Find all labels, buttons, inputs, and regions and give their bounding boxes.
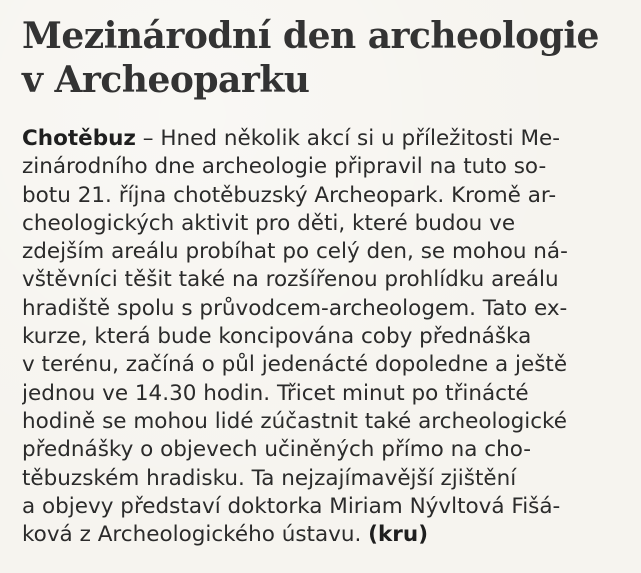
article-line: vštěvníci těšit také na rozšířenou prohlídku areálu — [22, 267, 559, 293]
article-line: zinárodního dne archeologie připravil na tuto so- — [22, 154, 547, 180]
article-line — [22, 521, 627, 549]
article-line-text: ková z Archeologického ústavu. — [22, 522, 369, 548]
article-line: zdejším areálu probíhat po celý den, se mohou ná- — [22, 239, 568, 265]
article-body — [22, 125, 627, 549]
article-line: přednášky o objevech učiněných přímo na cho- — [22, 437, 532, 463]
headline-line-1: Mezinárodní den archeologie — [22, 15, 599, 57]
article-line-text: – Hned několik akcí si u příležitosti Me- — [135, 126, 560, 151]
dateline: Chotěbuz — [22, 126, 136, 151]
headline-line-2: v Archeoparku — [22, 59, 310, 101]
article-line — [22, 125, 627, 153]
article-line: jednou ve 14.30 hodin. Třicet minut po třinácté — [22, 380, 529, 406]
headline — [22, 14, 622, 102]
article-line: těbuzském hradisku. Ta nejzajímavější zjištění — [22, 465, 517, 491]
article-line: v terénu, začíná o půl jedenácté dopoledne a ještě — [22, 352, 568, 378]
article-line: hradiště spolu s průvodcem-archeologem. Tato ex- — [22, 295, 568, 321]
article-line: a objevy představí doktorka Miriam Nývltová Fišá- — [22, 493, 561, 519]
article-line: hodině se mohou lidé zúčastnit také archeologické — [22, 408, 567, 434]
article-line: kurze, která bude koncipována coby přednáška — [22, 324, 532, 350]
article-line: cheologických aktivit pro děti, které budou ve — [22, 210, 516, 236]
author-byline: (kru) — [368, 522, 429, 548]
article-line: botu 21. října chotěbuzský Archeopark. Kromě ar- — [22, 182, 557, 208]
